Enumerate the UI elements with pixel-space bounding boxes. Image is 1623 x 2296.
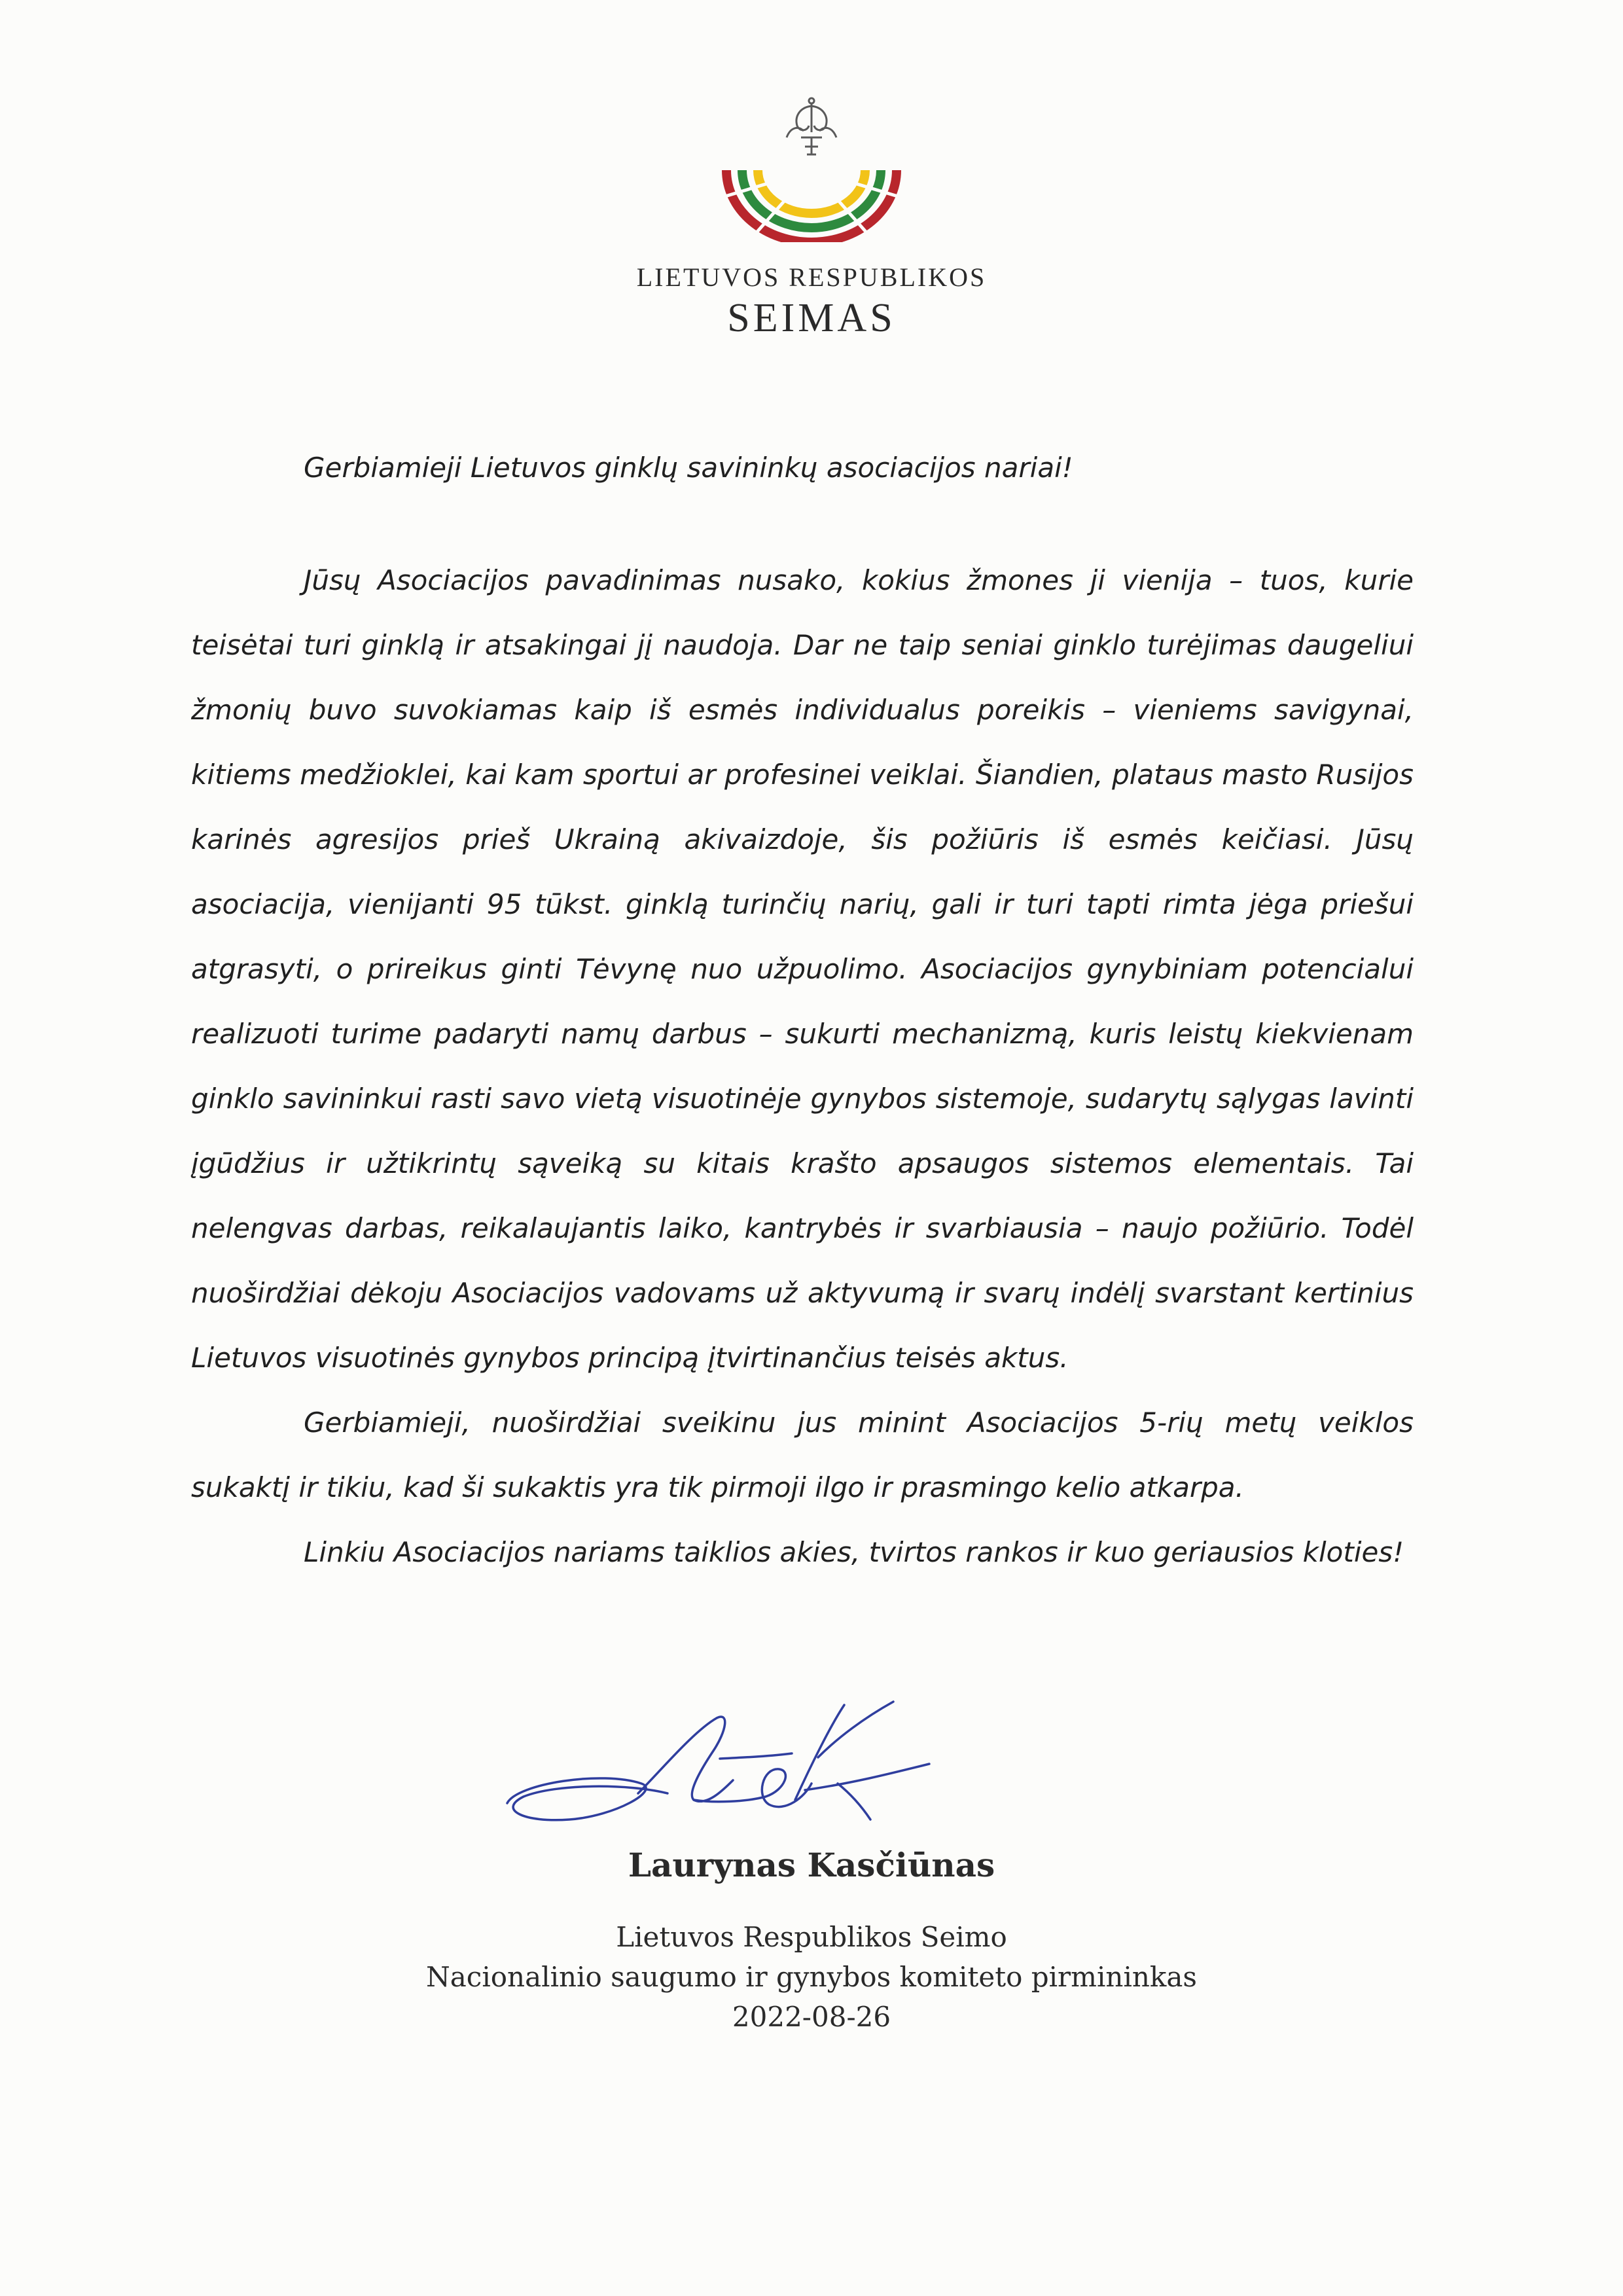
paragraph-3: Linkiu Asociacijos nariams taiklios akies, tvirtos rankos ir kuo geriausios kloties!	[304, 1536, 1404, 1568]
paragraph-2: Gerbiamieji, nuoširdžiai sveikinu jus minint Asociacijos 5-rių metų veiklos sukaktį ir tikiu, kad ši sukaktis yra tik pirmoji ilgo ir prasmingo kelio atkarpa.	[191, 1407, 1414, 1503]
organization-name-line1: LIETUVOS RESPUBLIKOS	[636, 262, 987, 292]
salutation: Gerbiamieji Lietuvos ginklų savininkų asociacijos nariai!	[304, 452, 1073, 484]
signer-position-line1: Lietuvos Respublikos Seimo	[616, 1921, 1007, 1953]
signer-position-line2: Nacionalinio saugumo ir gynybos komiteto pirmininkas	[426, 1961, 1197, 1993]
paragraph-1: Jūsų Asociacijos pavadinimas nusako, kokius žmones ji vienija – tuos, kurie teisėtai turi ginklą ir atsakingai jį naudoja. Dar ne taip seniai ginklo turėjimas daugeliui žmonių buvo suvokiamas kaip iš esmės individualus poreikis – vieniems savigynai, kitiems medžioklei, kai kam sportui ar profesinei veiklai. Šiandien, plataus masto Rusijos karinės agresijos prieš Ukrainą akivaizdoje, šis požiūris iš esmės keičiasi. Jūsų asociacija, vienijanti 95 tūkst. ginklą turinčių narių, gali ir turi tapti rimta jėga priešui atgrasyti, o prireikus ginti Tėvynę nuo užpuolimo. Asociacijos gynybiniam potencialui realizuoti turime padaryti namų darbus – sukurti mechanizmą, kuris leistų kiekvienam ginklo savininkui rasti savo vietą visuotinėje gynybos sistemoje, sudarytų sąlygas lavinti įgūdžius ir užtikrintų sąveiką su kitais krašto apsaugos sistemos elementais. Tai nelengvas darbas, reikalaujantis laiko, kantrybės ir svarbiausia – naujo požiūrio. Todėl nuoširdžiai dėkoju Asociacijos vadovams už aktyvumą ir svarų indėlį svarstant kertinius Lietuvos visuotinės gynybos principą įtvirtinančius teisės aktus.	[191, 564, 1414, 1374]
letter-date: 2022-08-26	[732, 2001, 891, 2033]
signer-name: Laurynas Kasčiūnas	[628, 1846, 995, 1884]
seimas-emblem-icon	[713, 92, 910, 242]
handwritten-signature	[497, 1685, 969, 1842]
letterhead	[0, 92, 1623, 342]
organization-name-line2: SEIMAS	[727, 296, 896, 340]
spacer	[191, 501, 1414, 548]
letter-body	[191, 435, 1414, 1585]
